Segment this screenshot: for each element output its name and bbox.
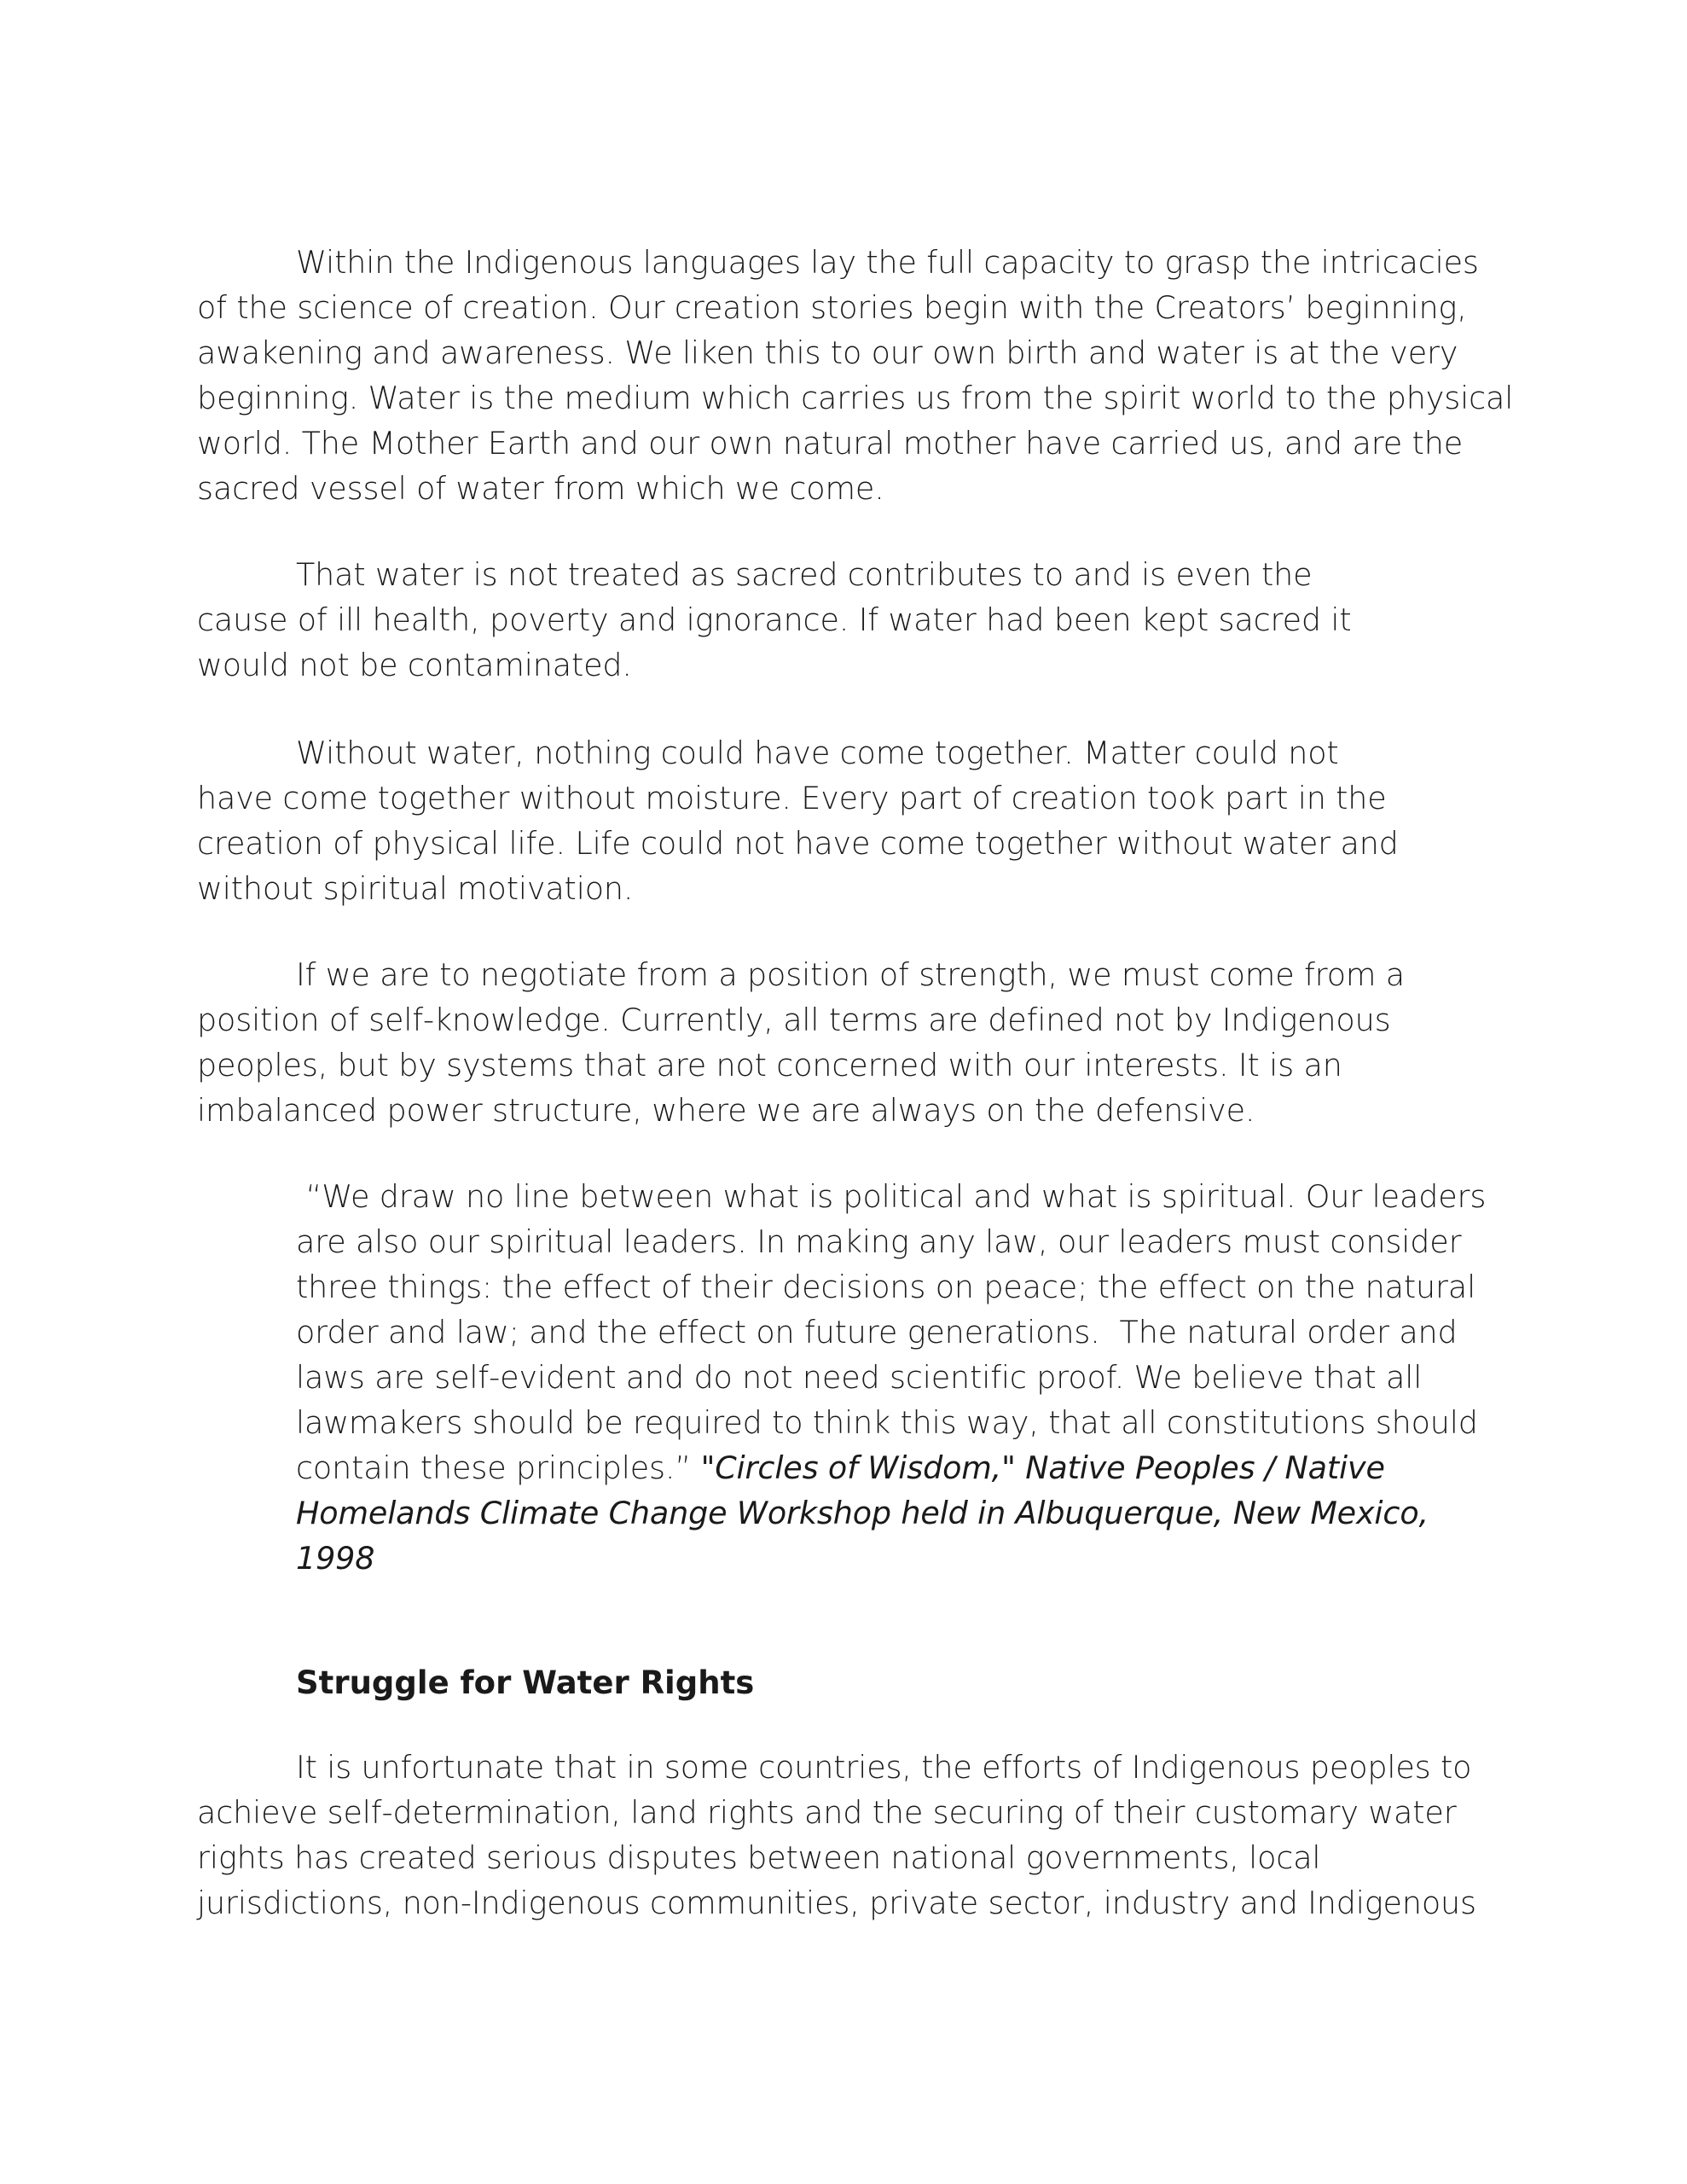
paragraph-1-line-4: beginning. Water is the medium which carries us from the spirit world to the physical xyxy=(197,380,1514,416)
paragraph-4-line-4: imbalanced power structure, where we are always on the defensive. xyxy=(197,1092,1255,1129)
quote-line-4: order and law; and the effect on future generations. The natural order and xyxy=(296,1314,1458,1350)
quote-citation-line-1: "Circles of Wisdom," Native Peoples / Native xyxy=(700,1449,1385,1486)
quote-citation-line-2: Homelands Climate Change Workshop held in Albuquerque, New Mexico, xyxy=(296,1495,1429,1531)
quote-line-7 xyxy=(296,1445,1385,1490)
paragraph-1-line-3: awakening and awareness. We liken this to our own birth and water is at the very xyxy=(197,334,1458,371)
paragraph-2-line-1: That water is not treated as sacred contributes to and is even the xyxy=(296,556,1313,593)
quote-line-1: “We draw no line between what is political and what is spiritual. Our leaders xyxy=(296,1178,1487,1215)
paragraph-2-line-2: cause of ill health, poverty and ignorance. If water had been kept sacred it xyxy=(197,601,1352,638)
paragraph-4-line-3: peoples, but by systems that are not concerned with our interests. It is an xyxy=(197,1047,1342,1083)
final-paragraph-line-1: It is unfortunate that in some countries, the efforts of Indigenous peoples to xyxy=(296,1749,1472,1786)
paragraph-1-line-5: world. The Mother Earth and our own natural mother have carried us, and are the xyxy=(197,425,1464,462)
quote-line-5: laws are self-evident and do not need scientific proof. We believe that all xyxy=(296,1359,1423,1396)
paragraph-3-line-4: without spiritual motivation. xyxy=(197,870,634,907)
quote-line-6: lawmakers should be required to think this way, that all constitutions should xyxy=(296,1404,1478,1441)
paragraph-3-line-1: Without water, nothing could have come together. Matter could not xyxy=(296,735,1339,771)
final-paragraph-line-2: achieve self-determination, land rights and the securing of their customary water xyxy=(197,1794,1457,1831)
paragraph-3-line-3: creation of physical life. Life could not have come together without water and xyxy=(197,825,1399,862)
quote-line-3: three things: the effect of their decisions on peace; the effect on the natural xyxy=(296,1269,1476,1305)
paragraph-1-line-6: sacred vessel of water from which we come. xyxy=(197,470,884,507)
paragraph-4-line-1: If we are to negotiate from a position of strength, we must come from a xyxy=(296,956,1405,993)
paragraph-2-line-3: would not be contaminated. xyxy=(197,647,632,683)
final-paragraph-line-3: rights has created serious disputes between national governments, local xyxy=(197,1839,1321,1876)
section-heading: Struggle for Water Rights xyxy=(296,1664,755,1701)
final-paragraph-line-4: jurisdictions, non-Indigenous communities, private sector, industry and Indigenous xyxy=(197,1885,1476,1921)
quote-line-2: are also our spiritual leaders. In making any law, our leaders must consider xyxy=(296,1223,1462,1260)
paragraph-3-line-2: have come together without moisture. Every part of creation took part in the xyxy=(197,780,1387,816)
paragraph-4-line-2: position of self-knowledge. Currently, all terms are defined not by Indigenous xyxy=(197,1002,1391,1038)
quote-citation-line-3: 1998 xyxy=(296,1540,375,1577)
quote-line-7-text: contain these principles.” xyxy=(296,1449,701,1486)
paragraph-1-line-1: Within the Indigenous languages lay the full capacity to grasp the intricacies xyxy=(296,244,1479,281)
paragraph-1-line-2: of the science of creation. Our creation stories begin with the Creators’ beginning, xyxy=(197,289,1467,326)
